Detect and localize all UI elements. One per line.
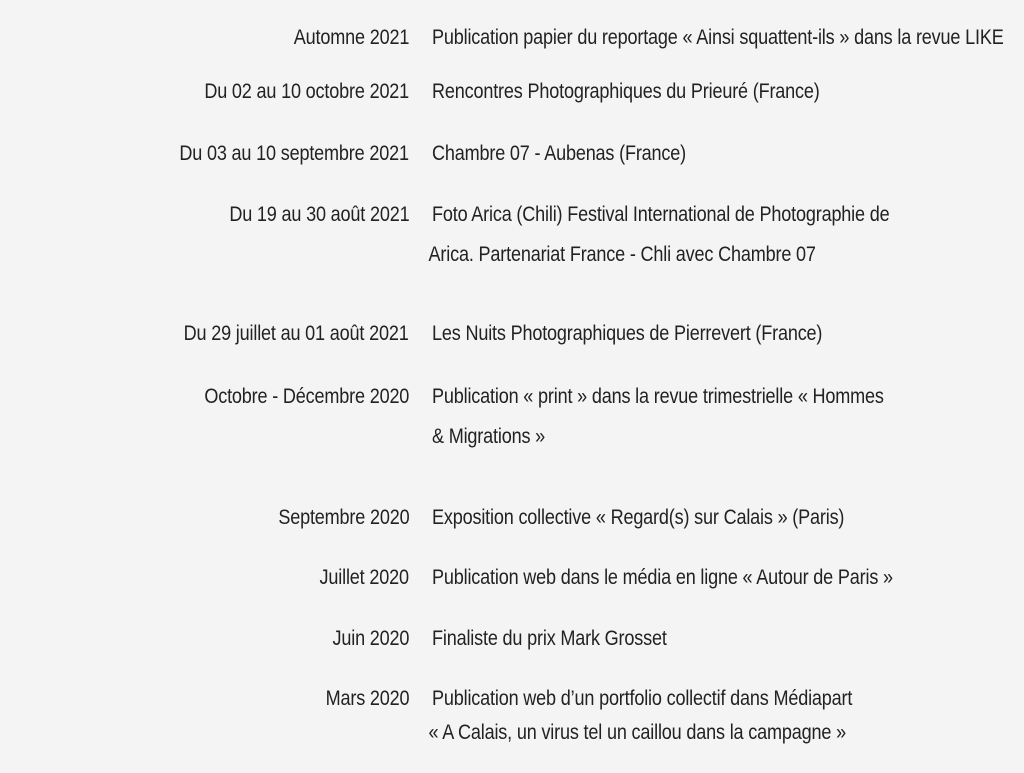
entry-description bbox=[432, 26, 1004, 50]
entry-date: Septembre 2020 bbox=[277, 506, 409, 529]
entry-description-line: Publication « print » dans la revue trimestrielle « Hommes bbox=[432, 385, 884, 408]
entry-description-line: Exposition collective « Regard(s) sur Calais » (Paris) bbox=[432, 506, 845, 529]
entry-description bbox=[432, 322, 822, 346]
entry-description bbox=[432, 142, 686, 166]
entry-description-line: Arica. Partenariat France - Chli avec Chambre 07 bbox=[428, 243, 816, 266]
entry-description bbox=[428, 687, 853, 745]
entry-description bbox=[432, 566, 893, 590]
entry-description-line: Publication web dans le média en ligne « Autour de Paris » bbox=[432, 566, 893, 589]
entry-description-line: Les Nuits Photographiques de Pierrevert (France) bbox=[432, 322, 823, 345]
entry-date: Du 02 au 10 octobre 2021 bbox=[204, 80, 409, 103]
entry-date: Octobre - Décembre 2020 bbox=[204, 385, 409, 408]
entry-description bbox=[432, 506, 844, 530]
entry-date: Juillet 2020 bbox=[319, 566, 409, 589]
entry-date: Mars 2020 bbox=[325, 687, 409, 710]
entry-description-line: Foto Arica (Chili) Festival International de Photographie de bbox=[432, 203, 890, 226]
entry-date: Du 03 au 10 septembre 2021 bbox=[179, 142, 409, 165]
entry-description-line: Publication web d’un portfolio collectif dans Médiapart bbox=[432, 687, 853, 710]
entry-description-line: Rencontres Photographiques du Prieuré (France) bbox=[432, 80, 820, 103]
entry-date: Du 29 juillet au 01 août 2021 bbox=[184, 322, 409, 345]
entry-description bbox=[428, 203, 890, 267]
entry-description-line: & Migrations » bbox=[432, 425, 546, 448]
entry-description bbox=[432, 627, 667, 651]
entry-date: Automne 2021 bbox=[293, 26, 409, 49]
entry-description-line: « A Calais, un virus tel un caillou dans la campagne » bbox=[428, 721, 846, 744]
entry-description-line: Finaliste du prix Mark Grosset bbox=[432, 627, 667, 650]
entry-description bbox=[432, 80, 820, 104]
entry-date: Du 19 au 30 août 2021 bbox=[228, 203, 409, 226]
entry-description-line: Publication papier du reportage « Ainsi squattent-ils » dans la revue LIKE bbox=[432, 26, 1004, 49]
entry-description-line: Chambre 07 - Aubenas (France) bbox=[432, 142, 687, 165]
entry-description bbox=[432, 385, 884, 449]
entry-date: Juin 2020 bbox=[332, 627, 409, 650]
